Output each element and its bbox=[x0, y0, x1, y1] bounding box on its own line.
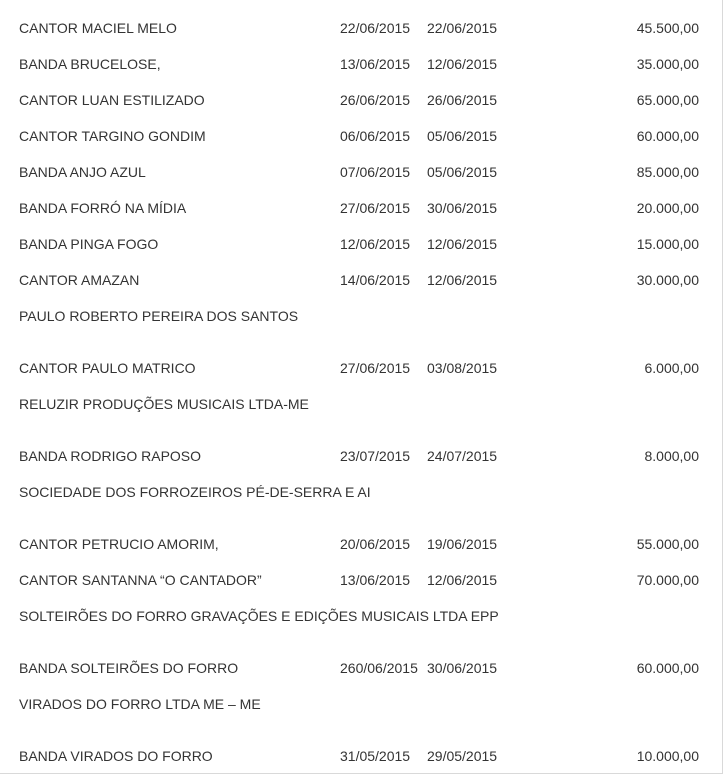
contract-date: 07/06/2015 bbox=[340, 164, 411, 180]
signature-date: 30/06/2015 bbox=[427, 200, 498, 216]
table-row bbox=[0, 446, 722, 466]
company-name: SOLTEIRÕES DO FORRO GRAVAÇÕES E EDIÇÕES MUSICAIS LTDA EPP bbox=[19, 608, 499, 624]
artist-name: CANTOR TARGINO GONDIM bbox=[19, 128, 206, 144]
signature-date: 26/06/2015 bbox=[427, 92, 498, 108]
artist-name: CANTOR PETRUCIO AMORIM, bbox=[19, 536, 219, 552]
artist-name: BANDA VIRADOS DO FORRO bbox=[19, 748, 213, 764]
amount: 65.000,00 bbox=[636, 92, 699, 108]
contract-date: 22/06/2015 bbox=[340, 20, 411, 36]
table-row bbox=[0, 162, 722, 182]
artist-name: CANTOR PAULO MATRICO bbox=[19, 360, 196, 376]
table-row bbox=[0, 234, 722, 254]
signature-date: 12/06/2015 bbox=[427, 572, 498, 588]
contract-date: 14/06/2015 bbox=[340, 272, 411, 288]
amount: 60.000,00 bbox=[636, 128, 699, 144]
signature-date: 12/06/2015 bbox=[427, 56, 498, 72]
contract-date: 20/06/2015 bbox=[340, 536, 411, 552]
company-name: SOCIEDADE DOS FORROZEIROS PÉ-DE-SERRA E AI bbox=[19, 484, 371, 500]
table-row bbox=[0, 570, 722, 590]
amount: 55.000,00 bbox=[636, 536, 699, 552]
signature-date: 24/07/2015 bbox=[427, 448, 498, 464]
company-row bbox=[0, 482, 722, 502]
table-row bbox=[0, 198, 722, 218]
signature-date: 22/06/2015 bbox=[427, 20, 498, 36]
contract-date: 26/06/2015 bbox=[340, 92, 411, 108]
company-row bbox=[0, 306, 722, 326]
signature-date: 19/06/2015 bbox=[427, 536, 498, 552]
artist-name: BANDA PINGA FOGO bbox=[19, 236, 159, 252]
contract-date: 260/06/2015 bbox=[340, 660, 418, 676]
company-name: VIRADOS DO FORRO LTDA ME – ME bbox=[19, 696, 261, 712]
amount: 30.000,00 bbox=[636, 272, 699, 288]
table-row bbox=[0, 54, 722, 74]
company-row bbox=[0, 694, 722, 714]
company-row bbox=[0, 606, 722, 626]
artist-name: BANDA RODRIGO RAPOSO bbox=[19, 448, 202, 464]
contract-date: 23/07/2015 bbox=[340, 448, 411, 464]
signature-date: 12/06/2015 bbox=[427, 236, 498, 252]
amount: 15.000,00 bbox=[636, 236, 699, 252]
artist-name: BANDA ANJO AZUL bbox=[19, 164, 146, 180]
artist-name: CANTOR MACIEL MELO bbox=[19, 20, 177, 36]
artist-name: BANDA FORRÓ NA MÍDIA bbox=[19, 200, 187, 216]
company-row bbox=[0, 394, 722, 414]
contract-date: 27/06/2015 bbox=[340, 200, 411, 216]
signature-date: 05/06/2015 bbox=[427, 164, 498, 180]
artist-name: CANTOR SANTANNA “O CANTADOR” bbox=[19, 572, 262, 588]
amount: 35.000,00 bbox=[636, 56, 699, 72]
artist-name: BANDA BRUCELOSE, bbox=[19, 56, 161, 72]
contract-date: 13/06/2015 bbox=[340, 56, 411, 72]
signature-date: 03/08/2015 bbox=[427, 360, 498, 376]
amount: 70.000,00 bbox=[636, 572, 699, 588]
table-row bbox=[0, 18, 722, 38]
artist-name: CANTOR AMAZAN bbox=[19, 272, 140, 288]
contract-date: 13/06/2015 bbox=[340, 572, 411, 588]
signature-date: 05/06/2015 bbox=[427, 128, 498, 144]
contract-date: 27/06/2015 bbox=[340, 360, 411, 376]
contract-date: 31/05/2015 bbox=[340, 748, 411, 764]
table-row bbox=[0, 534, 722, 554]
amount: 20.000,00 bbox=[636, 200, 699, 216]
amount: 45.500,00 bbox=[636, 20, 699, 36]
table-row bbox=[0, 658, 722, 678]
table-row bbox=[0, 358, 722, 378]
company-name: RELUZIR PRODUÇÕES MUSICAIS LTDA-ME bbox=[19, 396, 309, 412]
signature-date: 30/06/2015 bbox=[427, 660, 498, 676]
amount: 85.000,00 bbox=[636, 164, 699, 180]
artist-name: CANTOR LUAN ESTILIZADO bbox=[19, 92, 205, 108]
signature-date: 12/06/2015 bbox=[427, 272, 498, 288]
contract-date: 12/06/2015 bbox=[340, 236, 411, 252]
amount: 60.000,00 bbox=[636, 660, 699, 676]
table-row bbox=[0, 746, 722, 766]
table-row bbox=[0, 126, 722, 146]
artist-name: BANDA SOLTEIRÕES DO FORRO bbox=[19, 660, 239, 676]
table-row bbox=[0, 90, 722, 110]
amount: 8.000,00 bbox=[644, 448, 699, 464]
signature-date: 29/05/2015 bbox=[427, 748, 498, 764]
amount: 6.000,00 bbox=[644, 360, 699, 376]
table-row bbox=[0, 270, 722, 290]
company-name: PAULO ROBERTO PEREIRA DOS SANTOS bbox=[19, 308, 299, 324]
amount: 10.000,00 bbox=[636, 748, 699, 764]
contract-date: 06/06/2015 bbox=[340, 128, 411, 144]
